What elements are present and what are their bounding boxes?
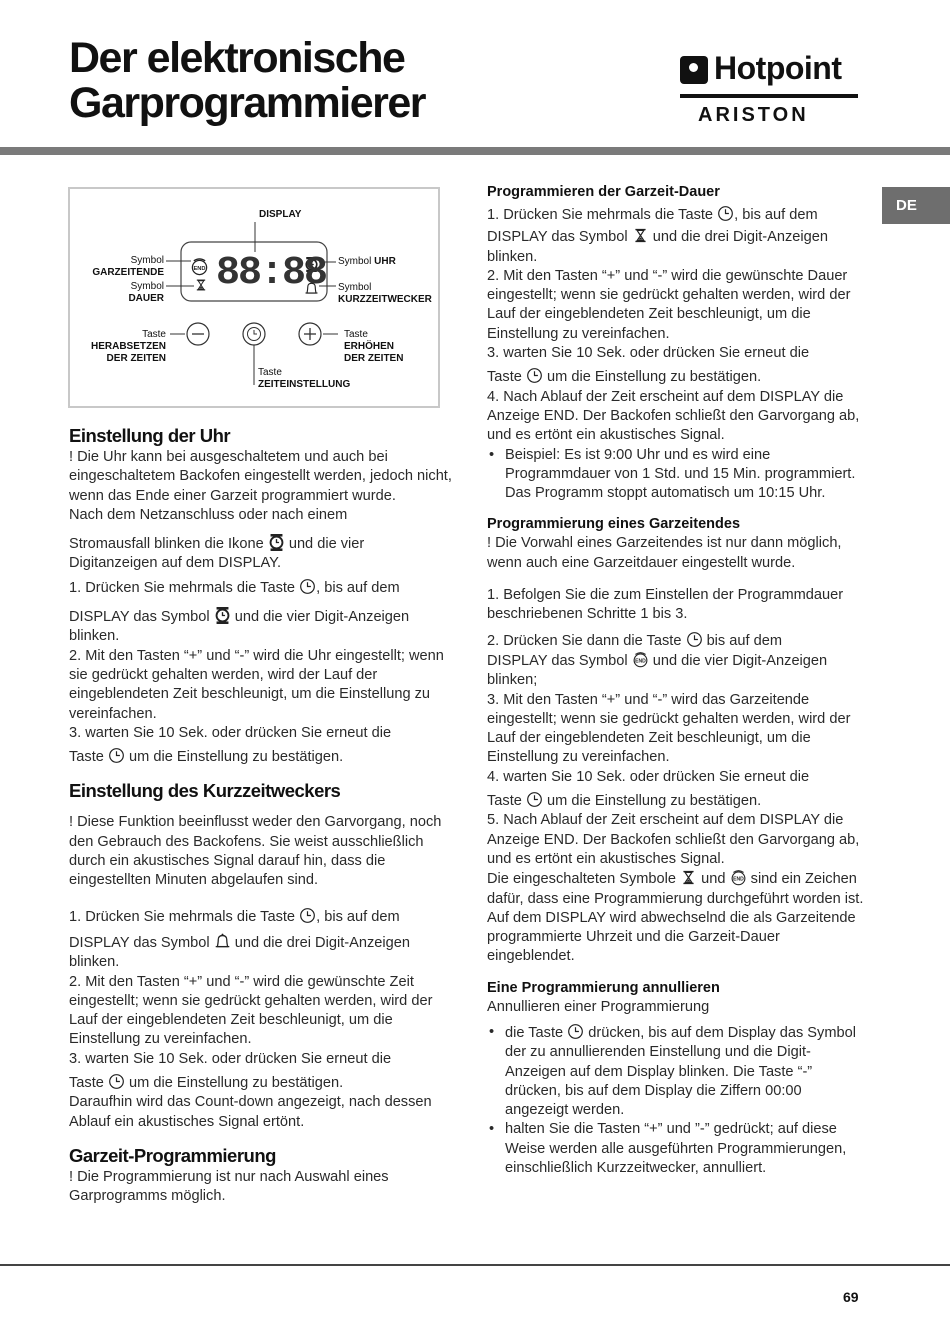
- taste-icon: [686, 631, 703, 648]
- uhr-text-2: Nach dem Netzanschluss oder nach einem: [69, 506, 348, 523]
- ende-text-4b: und die vier Digit-Anzeigen blinken;: [487, 652, 828, 689]
- taste-icon: [299, 578, 316, 595]
- ende-text-8: 5. Nach Ablauf der Zeit erscheint auf dem DISPLAY die Anzeige END. Der Backofen schließt den Garvorgang ab, und es ertönt ein akustisches Signal.: [487, 812, 860, 867]
- ende-text-2: 1. Befolgen Sie die zum Einstellen der Programmdauer beschriebenen Schritte 1 bis 3.: [487, 587, 844, 623]
- dauer-text-5b: um die Einstellung zu bestätigen.: [547, 369, 762, 386]
- kurz-text-3b: und die drei Digit-Anzeigen blinken.: [69, 934, 410, 971]
- erhoehen-word: ERHÖHEN: [344, 341, 395, 352]
- uhr-icon: [268, 534, 285, 551]
- spacer: [69, 1132, 454, 1144]
- dauer-text-3: 2. Mit den Tasten “+” und “-” wird die gewünschte Dauer eingestellt; wenn sie gedrückt gehalten werden, wird der Lauf der eingeblendeten Zeit beschleunigt, um die Einstellung zu vereinfachen.: [487, 267, 851, 342]
- end-icon: [730, 869, 747, 886]
- taste-icon: [526, 367, 543, 384]
- heading-garzeit-dauer: Programmieren der Garzeit-Dauer: [487, 184, 720, 200]
- end-icon: [632, 651, 649, 668]
- dauer-text-1b: , bis auf dem: [734, 207, 818, 223]
- label-garzeitende: [70, 255, 164, 279]
- ende-text-4a: DISPLAY das Symbol: [487, 652, 628, 669]
- ende-text-4: [487, 651, 867, 691]
- uhr-text-4a: 1. Drücken Sie mehrmals die Taste: [69, 579, 296, 596]
- kurz-text-2: [69, 907, 454, 927]
- annul-bullet-2: • halten Sie die Tasten “+” und ”-” gedrückt; auf diese Weise werden alle ausgeführten Programmierungen, einschließlich Kurzzeitwecker, annulliert.: [487, 1120, 867, 1178]
- kurz-text-5: 3. warten Sie 10 Sek. oder drücken Sie erneut die: [69, 1050, 392, 1067]
- header-divider: [0, 147, 950, 155]
- display-digits: 88:88: [216, 251, 327, 296]
- ende-text-7b: um die Einstellung zu bestätigen.: [547, 793, 762, 810]
- taste-word: Taste: [258, 367, 282, 378]
- ende-text-7a: Taste: [487, 793, 522, 810]
- dauer-text-1: [487, 205, 867, 225]
- uhr-text-3b: und die vier Digitanzeigen auf dem DISPLAY.: [69, 536, 365, 572]
- spacer: [69, 767, 454, 779]
- brand-logo-sub: ARISTON: [698, 104, 809, 126]
- uhr-text-8: [69, 747, 454, 767]
- page-title-line1: Der elektronische: [69, 34, 405, 82]
- annul-bullet-1: [487, 1023, 867, 1120]
- ende-text-3a: 2. Drücken Sie dann die Taste: [487, 632, 682, 649]
- taste-icon: [299, 907, 316, 924]
- taste-word: Taste: [344, 329, 368, 340]
- ende-text-9: [487, 869, 867, 966]
- ende-text-7: [487, 791, 867, 811]
- uhr-text-6: 2. Mit den Tasten “+” und “-” wird die Uhr eingestellt; wenn sie gedrückt gehalten werden, wird der Lauf der eingeblendeten Zeit beschleunigt, um die Einstellung zu vereinfachen.: [69, 647, 444, 722]
- kurz-text-2a: 1. Drücken Sie mehrmals die Taste: [69, 908, 296, 925]
- ende-text-5: 3. Mit den Tasten “+” und “-” wird das Garzeitende eingestellt; wenn sie gedrückt gehalten werden, wird der Lauf der eingeblendeten Zeit beschleunigt, um die Einstellung zu vereinfachen.: [487, 691, 851, 766]
- footer-divider: [0, 1264, 950, 1266]
- kurz-text-6b: um die Einstellung zu bestätigen.: [129, 1075, 344, 1092]
- kurz-text-7: Daraufhin wird das Count-down angezeigt, nach dessen Ablauf ein akustisches Signal ertönt.: [69, 1094, 432, 1130]
- right-column: [487, 183, 867, 1178]
- dauer-text-1a: 1. Drücken Sie mehrmals die Taste: [487, 207, 714, 223]
- kurz-text-4: 2. Mit den Tasten “+” und “-” wird die gewünschte Zeit eingestellt; wenn sie gedrückt gehalten werden, wird der Lauf der eingeblendeten Zeit beschleunigt, um die Einstellung zu vereinfachen.: [69, 973, 433, 1048]
- kurz-text-3a: DISPLAY das Symbol: [69, 934, 210, 951]
- left-column: [69, 424, 454, 1207]
- symbol-word: Symbol: [338, 256, 372, 267]
- uhr-icon: [214, 607, 231, 624]
- annul-text-1: Annullieren einer Programmierung: [487, 998, 710, 1015]
- heading-garzeit: Garzeit-Programmierung: [69, 1144, 276, 1166]
- ende-text-3: [487, 631, 867, 651]
- label-erhoehen: [344, 329, 403, 365]
- uhr-text-3a: Stromausfall blinken die Ikone: [69, 536, 264, 553]
- taste-icon: [108, 1073, 125, 1090]
- page-number: 69: [843, 1289, 859, 1305]
- garzeit-text-1: ! Die Programmierung ist nur nach Auswahl eines Garprogramms möglich.: [69, 1168, 389, 1205]
- language-tab: DE: [882, 187, 950, 224]
- dauer-beispiel: • Beispiel: Es ist 9:00 Uhr und es wird eine Programmdauer von 1 Std. und 15 Min. programmiert. Das Programm stoppt automatisch um 10:15 Uhr.: [487, 446, 867, 504]
- taste-icon: [108, 747, 125, 764]
- label-uhr: [338, 256, 396, 268]
- dauer-icon: [632, 227, 649, 244]
- kurz-text-6: [69, 1073, 454, 1093]
- brand-logo: [678, 52, 860, 130]
- uhr-text-1: ! Die Uhr kann bei ausgeschaltetem und auch bei eingeschaltetem Backofen eingestellt werden, jedoch nicht, wenn das Ende einer Garzeit programmiert wurde.: [69, 449, 452, 504]
- ende-text-1: ! Die Vorwahl eines Garzeitendes ist nur dann möglich, wenn auch eine Garzeitdauer eingestellt wurde.: [487, 535, 842, 571]
- symbol-word: Symbol: [130, 255, 164, 266]
- heading-annullieren: Eine Programmierung annullieren: [487, 979, 720, 996]
- dauer-text-4: 3. warten Sie 10 Sek. oder drücken Sie erneut die: [487, 345, 810, 362]
- page-title-line2: Garprogrammierer: [69, 79, 425, 127]
- zeiteinstellung-word: ZEITEINSTELLUNG: [258, 379, 351, 390]
- kurz-text-2b: , bis auf dem: [316, 908, 400, 925]
- taste-icon: [567, 1023, 584, 1040]
- label-dauer: [70, 281, 164, 305]
- uhr-text-8b: um die Einstellung zu bestätigen.: [129, 749, 344, 766]
- brand-logo-rule: [680, 94, 858, 98]
- symbol-word: Symbol: [338, 282, 372, 293]
- der-zeiten-word: DER ZEITEN: [344, 353, 404, 364]
- heading-garzeitende: Programmierung eines Garzeitendes: [487, 516, 741, 533]
- herabsetzen-word: HERABSETZEN: [90, 341, 166, 352]
- dauer-text-5a: Taste: [487, 369, 522, 386]
- dauer-text-2: [487, 227, 867, 267]
- dauer-text-5: [487, 367, 867, 387]
- kurz-text-6a: Taste: [69, 1075, 104, 1092]
- zeiteinstellung-icon: [243, 323, 265, 345]
- dauer-text-2a: DISPLAY das Symbol: [487, 229, 628, 246]
- end-icon: [192, 259, 206, 275]
- brand-logo-mark-icon: [680, 56, 708, 84]
- heading-kurzzeitwecker: Einstellung des Kurzzeitweckers: [69, 780, 341, 802]
- kurz-text-3: [69, 933, 454, 973]
- spacer: [487, 967, 867, 979]
- taste-icon: [717, 205, 734, 222]
- uhr-text-7: 3. warten Sie 10 Sek. oder drücken Sie erneut die: [69, 724, 392, 741]
- ende-text-9a: Die eingeschalteten Symbole: [487, 871, 677, 888]
- uhr-word: UHR: [374, 256, 396, 267]
- kurzzeitwecker-word: KURZZEITWECKER: [338, 294, 432, 305]
- symbol-word: Symbol: [130, 281, 164, 292]
- uhr-text-5a: DISPLAY das Symbol: [69, 609, 210, 626]
- brand-logo-name: Hotpoint: [714, 50, 842, 86]
- dauer-text-2b: und die drei Digit-Anzeigen blinken.: [487, 229, 828, 265]
- annul-text-2a: die Taste: [505, 1024, 564, 1041]
- kurz-text-1: ! Diese Funktion beeinflusst weder den Garvorgang, noch den Gebrauch des Backofens. Sie weist ausschließlich durch ein akustisches Signal darauf hin, dass die eingestellten Minuten abgelaufen sind.: [69, 814, 442, 889]
- page-title: [69, 36, 425, 126]
- der-zeiten-word: DER ZEITEN: [106, 353, 166, 364]
- ende-text-9b: und: [701, 871, 726, 888]
- uhr-text-5: [69, 607, 454, 647]
- dauer-icon: [197, 280, 205, 290]
- uhr-text-4: [69, 578, 454, 598]
- label-kurzzeitwecker: [338, 282, 432, 306]
- uhr-text-3: [69, 534, 454, 574]
- ende-text-9c: sind ein Zeichen dafür, dass eine Programmierung durchgeführt worden ist. Auf dem DISPLAY wird abwechselnd die als Garzeitende programmierte Uhrzeit und die Garzeit-Dauer eingeblendet.: [487, 871, 864, 965]
- display-label: DISPLAY: [259, 209, 302, 220]
- garzeitende-word: GARZEITENDE: [92, 267, 164, 278]
- annul-text-2b: drücken, bis auf dem Display das Symbol der zu annullierenden Einstellung und die Digit-Anzeigen auf dem Display blinken. Die Taste “-” drücken, bis auf dem Display die Ziffern 00:00 angezeigt werden.: [505, 1024, 856, 1119]
- uhr-text-4b: , bis auf dem: [316, 579, 400, 596]
- dauer-text-6: 4. Nach Ablauf der Zeit erscheint auf dem DISPLAY die Anzeige END. Der Backofen schließt den Garvorgang ab, und es ertönt ein akustisches Signal.: [487, 388, 860, 444]
- ende-text-6: 4. warten Sie 10 Sek. oder drücken Sie erneut die: [487, 768, 810, 785]
- uhr-text-8a: Taste: [69, 749, 104, 766]
- control-panel-diagram: [68, 187, 440, 408]
- heading-uhr: Einstellung der Uhr: [69, 425, 231, 446]
- dauer-word: DAUER: [128, 293, 164, 304]
- taste-word: Taste: [142, 329, 166, 340]
- label-herabsetzen: [70, 329, 166, 365]
- label-zeiteinstellung: [258, 367, 350, 391]
- dauer-icon: [680, 869, 697, 886]
- spacer: [487, 503, 867, 515]
- bell-icon: [214, 933, 231, 950]
- taste-icon: [526, 791, 543, 808]
- ende-text-3b: bis auf dem: [706, 632, 783, 649]
- uhr-text-5b: und die vier Digit-Anzeigen blinken.: [69, 609, 410, 645]
